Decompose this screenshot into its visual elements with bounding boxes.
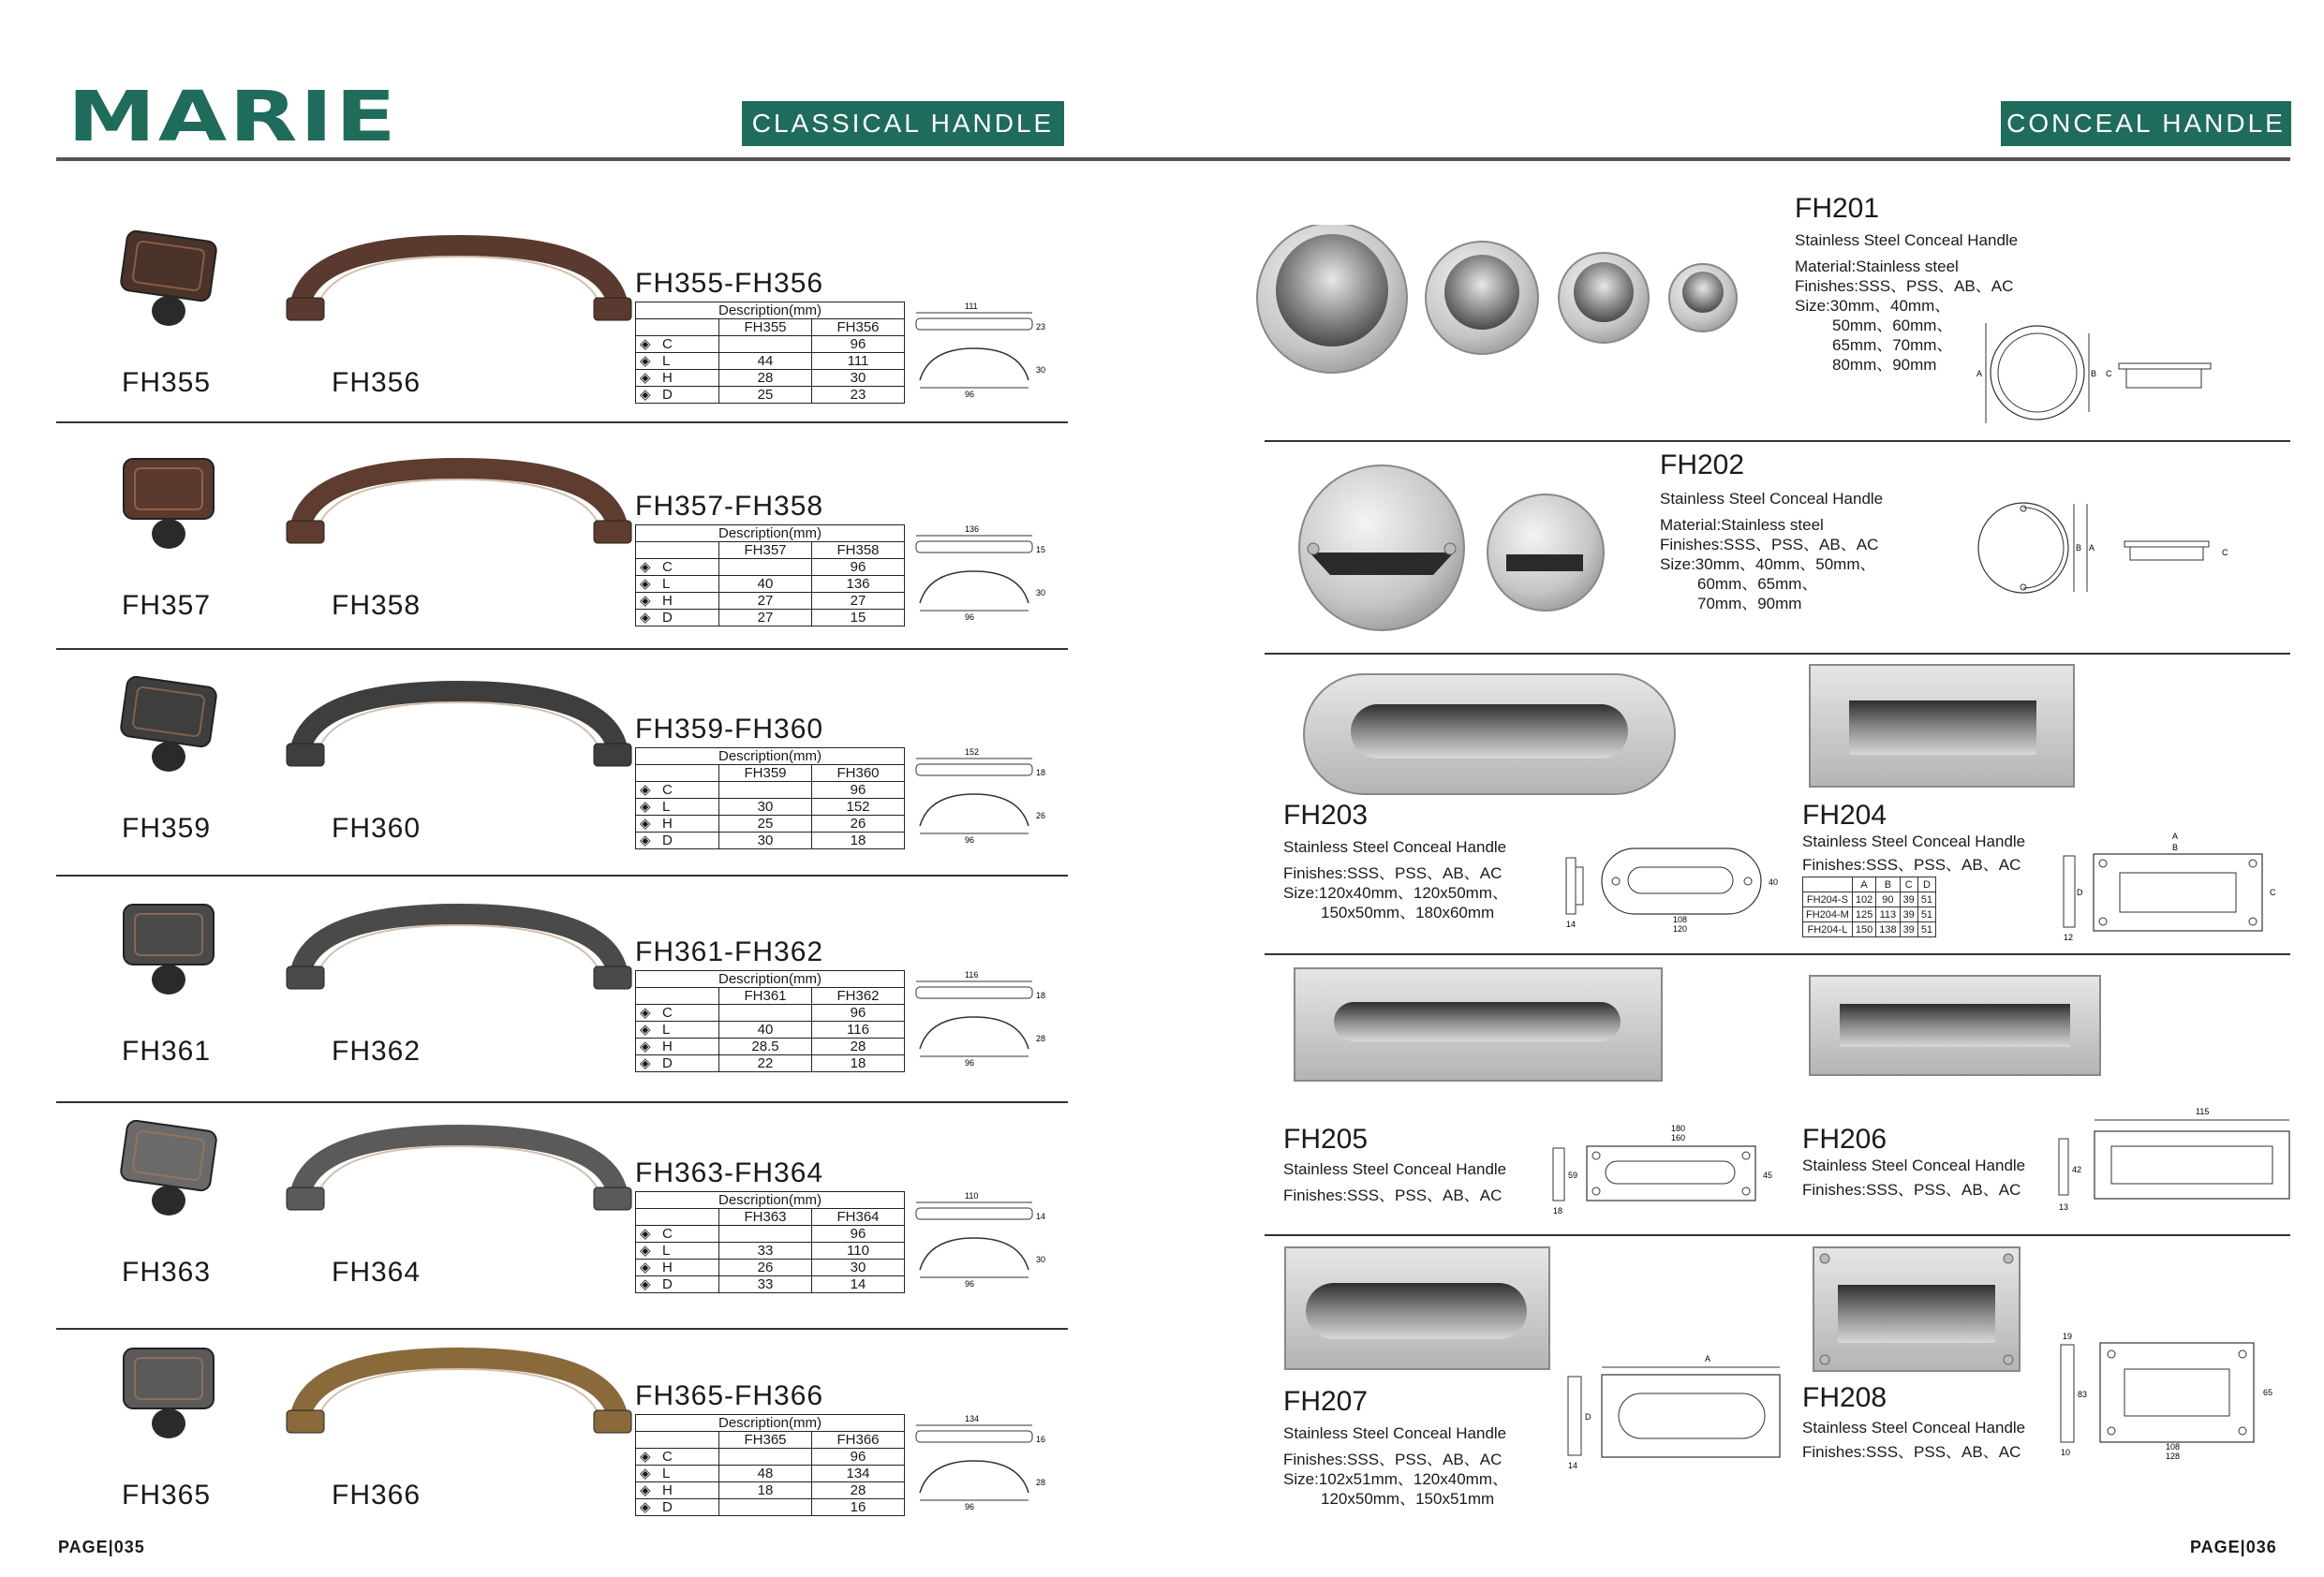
dim-top: 134 bbox=[965, 1414, 980, 1423]
spec-row-label: ◈ H bbox=[636, 816, 719, 833]
spec-pull-value: 111 bbox=[812, 353, 905, 370]
fh203-desc: Stainless Steel Conceal Handle bbox=[1283, 838, 1507, 856]
fh208-dim-108: 108 bbox=[2166, 1442, 2181, 1452]
fh204-name: FH204 bbox=[1802, 800, 1887, 831]
spec-pull-value: 136 bbox=[812, 576, 905, 593]
fh203-dim-40: 40 bbox=[1769, 877, 1779, 887]
fh204-table-cell: FH204-S bbox=[1803, 892, 1853, 907]
spec-pull-value: 27 bbox=[812, 593, 905, 610]
spec-knob-value bbox=[719, 336, 812, 353]
fh203-dim-108: 108 bbox=[1673, 915, 1688, 924]
page-number-left: PAGE|035 bbox=[58, 1538, 145, 1556]
spec-knob-value: 22 bbox=[719, 1055, 812, 1072]
spec-row-label: ◈ H bbox=[636, 593, 719, 610]
spec-knob-value: 18 bbox=[719, 1482, 812, 1499]
fh204-table-cell: 113 bbox=[1876, 907, 1900, 922]
dim-bottom: 96 bbox=[965, 835, 975, 845]
dim-bottom: 96 bbox=[965, 1279, 975, 1289]
fh207-block bbox=[1283, 1245, 1789, 1526]
spec-row-label: ◈ L bbox=[636, 576, 719, 593]
spec-row-label: ◈ D bbox=[636, 1276, 719, 1293]
divider-4 bbox=[1265, 1234, 2290, 1236]
knob-code: FH357 bbox=[122, 590, 212, 621]
spec-row-label: ◈ D bbox=[636, 387, 719, 404]
fh204-block bbox=[1802, 663, 2299, 949]
fh204-desc: Stainless Steel Conceal Handle bbox=[1802, 833, 2026, 850]
fh208-dim-128: 128 bbox=[2166, 1452, 2181, 1461]
fh204-table-cell: FH204-M bbox=[1803, 907, 1853, 922]
fh201-size-1: 50mm、60mm、 bbox=[1832, 317, 1953, 334]
knob-photo bbox=[103, 217, 234, 339]
fh207-size-0: Size:102x51mm、120x40mm、 bbox=[1283, 1470, 1508, 1488]
fh208-dim-65: 65 bbox=[2263, 1388, 2273, 1397]
spec-row-label: ◈ C bbox=[636, 782, 719, 799]
pull-code: FH358 bbox=[332, 590, 422, 621]
fh201-size-0: Size:30mm、40mm、 bbox=[1795, 297, 1951, 315]
fh202-photo bbox=[1293, 459, 1611, 637]
fh206-dim-42: 42 bbox=[2072, 1165, 2082, 1174]
fh201-dim-a: A bbox=[1976, 369, 1983, 378]
fh204-table-cell: FH204-L bbox=[1803, 922, 1853, 937]
dimension-drawing bbox=[910, 302, 1051, 405]
dim-side2: 30 bbox=[1036, 588, 1046, 597]
dim-side2: 26 bbox=[1036, 811, 1046, 820]
spec-knob-value bbox=[719, 1226, 812, 1243]
classical-divider bbox=[56, 875, 1068, 877]
spec-table bbox=[635, 524, 905, 626]
classical-row bbox=[56, 877, 1068, 1083]
dimension-drawing bbox=[910, 1414, 1051, 1517]
fh203-dim-120: 120 bbox=[1673, 924, 1688, 934]
fh204-table-cell: 39 bbox=[1900, 907, 1917, 922]
fh201-dim-c: C bbox=[2106, 369, 2112, 378]
pull-photo bbox=[281, 886, 637, 1008]
fh203-dim-14: 14 bbox=[1566, 920, 1576, 929]
fh204-finishes: Finishes:SSS、PSS、AB、AC bbox=[1802, 856, 2021, 874]
fh204-table-cell: 138 bbox=[1876, 922, 1900, 937]
spec-header: Description(mm) bbox=[636, 748, 905, 765]
fh206-name: FH206 bbox=[1802, 1124, 1887, 1155]
classical-handle-tag: CLASSICAL HANDLE bbox=[742, 101, 1064, 146]
spec-knob-code: FH357 bbox=[719, 542, 812, 559]
fh207-photo bbox=[1283, 1245, 1555, 1377]
fh202-finishes: Finishes:SSS、PSS、AB、AC bbox=[1660, 536, 1879, 553]
pull-code: FH360 bbox=[332, 813, 422, 844]
fh204-table-head bbox=[1803, 877, 1853, 892]
spec-pull-code: FH366 bbox=[812, 1432, 905, 1449]
fh205-dim-160: 160 bbox=[1671, 1133, 1686, 1142]
spec-knob-value: 33 bbox=[719, 1276, 812, 1293]
fh208-photo bbox=[1812, 1245, 2027, 1377]
pull-code: FH364 bbox=[332, 1257, 422, 1288]
fh204-table-cell: 150 bbox=[1852, 922, 1875, 937]
fh201-material: Material:Stainless steel bbox=[1795, 258, 1959, 275]
classical-row bbox=[56, 1320, 1068, 1526]
fh201-size-3: 80mm、90mm bbox=[1832, 356, 1937, 374]
fh208-name: FH208 bbox=[1802, 1382, 1887, 1413]
fh204-table-cell: 51 bbox=[1917, 892, 1935, 907]
spec-knob-value bbox=[719, 1005, 812, 1022]
fh205-block bbox=[1283, 965, 1789, 1231]
knob-code: FH361 bbox=[122, 1036, 212, 1067]
dim-top: 152 bbox=[965, 747, 980, 757]
conceal-handle-tag: CONCEAL HANDLE bbox=[2001, 101, 2291, 146]
fh203-size-0: Size:120x40mm、120x50mm、 bbox=[1283, 884, 1508, 902]
spec-knob-code: FH355 bbox=[719, 319, 812, 336]
fh205-drawing bbox=[1549, 1124, 1784, 1217]
fh208-dim-10: 10 bbox=[2061, 1448, 2071, 1457]
spec-pull-code: FH362 bbox=[812, 988, 905, 1005]
series-title: FH357-FH358 bbox=[635, 491, 824, 522]
fh202-size-0: Size:30mm、40mm、50mm、 bbox=[1660, 555, 1876, 573]
classical-row bbox=[56, 208, 1068, 414]
fh204-dim-d: D bbox=[2077, 888, 2083, 897]
classical-divider bbox=[56, 1101, 1068, 1103]
pull-photo bbox=[281, 217, 637, 339]
knob-photo bbox=[103, 1330, 234, 1452]
dim-side1: 23 bbox=[1036, 322, 1046, 332]
fh204-size-table bbox=[1802, 877, 1936, 937]
classical-divider bbox=[56, 1328, 1068, 1330]
spec-knob-value: 40 bbox=[719, 576, 812, 593]
spec-pull-value: 96 bbox=[812, 336, 905, 353]
divider-3 bbox=[1265, 953, 2290, 955]
fh207-dim-d: D bbox=[1585, 1412, 1591, 1422]
spec-knob-value: 25 bbox=[719, 387, 812, 404]
fh205-dim-59: 59 bbox=[1568, 1171, 1578, 1180]
fh208-dim-19: 19 bbox=[2063, 1332, 2073, 1341]
dim-side2: 30 bbox=[1036, 365, 1046, 375]
dim-bottom: 96 bbox=[965, 390, 975, 399]
fh204-table-cell: 39 bbox=[1900, 892, 1917, 907]
dimension-drawing bbox=[910, 524, 1051, 627]
spec-row-label: ◈ C bbox=[636, 559, 719, 576]
fh204-table-head: D bbox=[1917, 877, 1935, 892]
spec-knob-code: FH359 bbox=[719, 765, 812, 782]
fh201-photo bbox=[1255, 225, 1780, 375]
fh207-desc: Stainless Steel Conceal Handle bbox=[1283, 1424, 1507, 1442]
spec-pull-value: 23 bbox=[812, 387, 905, 404]
spec-row-label: ◈ D bbox=[636, 1499, 719, 1516]
spec-pull-value: 96 bbox=[812, 559, 905, 576]
series-title: FH363-FH364 bbox=[635, 1157, 824, 1188]
fh202-dim-a: A bbox=[2089, 543, 2095, 553]
spec-header: Description(mm) bbox=[636, 1415, 905, 1432]
spec-knob-value: 33 bbox=[719, 1243, 812, 1260]
fh203-drawing bbox=[1564, 841, 1789, 935]
spec-row-label: ◈ D bbox=[636, 833, 719, 849]
pull-code: FH356 bbox=[332, 367, 422, 398]
fh201-drawing bbox=[1976, 318, 2239, 431]
spec-table bbox=[635, 302, 905, 404]
fh204-table-cell: 39 bbox=[1900, 922, 1917, 937]
fh207-drawing bbox=[1564, 1349, 1789, 1470]
spec-row-label: ◈ L bbox=[636, 1022, 719, 1039]
spec-row-label: ◈ C bbox=[636, 1449, 719, 1466]
spec-knob-value: 28 bbox=[719, 370, 812, 387]
classical-divider bbox=[56, 421, 1068, 423]
spec-row-label: ◈ H bbox=[636, 1039, 719, 1055]
fh204-table-head: B bbox=[1876, 877, 1900, 892]
fh207-finishes: Finishes:SSS、PSS、AB、AC bbox=[1283, 1451, 1502, 1468]
fh204-table-head: C bbox=[1900, 877, 1917, 892]
fh206-finishes: Finishes:SSS、PSS、AB、AC bbox=[1802, 1181, 2021, 1199]
spec-row-label: ◈ H bbox=[636, 1482, 719, 1499]
fh208-dim-83: 83 bbox=[2078, 1390, 2088, 1399]
fh204-table-cell: 51 bbox=[1917, 907, 1935, 922]
spec-row-label: ◈ L bbox=[636, 1466, 719, 1482]
fh203-name: FH203 bbox=[1283, 800, 1369, 831]
spec-knob-value: 44 bbox=[719, 353, 812, 370]
spec-pull-code: FH358 bbox=[812, 542, 905, 559]
spec-pull-value: 134 bbox=[812, 1466, 905, 1482]
spec-knob-value: 27 bbox=[719, 610, 812, 626]
brand-logo: MARIE bbox=[67, 77, 399, 157]
fh206-block bbox=[1802, 965, 2299, 1231]
dim-top: 116 bbox=[965, 970, 979, 980]
fh201-size-2: 65mm、70mm、 bbox=[1832, 336, 1953, 354]
spec-row-label: ◈ D bbox=[636, 1055, 719, 1072]
fh201-dim-b: B bbox=[2091, 369, 2097, 378]
spec-pull-value: 15 bbox=[812, 610, 905, 626]
spec-row-label: ◈ C bbox=[636, 1226, 719, 1243]
fh204-drawing bbox=[2060, 832, 2285, 944]
spec-row-label: ◈ D bbox=[636, 610, 719, 626]
dim-side1: 18 bbox=[1036, 768, 1046, 777]
fh206-dim-13: 13 bbox=[2059, 1202, 2069, 1212]
series-title: FH359-FH360 bbox=[635, 714, 824, 744]
spec-knob-code: FH361 bbox=[719, 988, 812, 1005]
fh204-table-cell: 90 bbox=[1876, 892, 1900, 907]
dim-side2: 30 bbox=[1036, 1255, 1046, 1264]
fh208-block bbox=[1802, 1245, 2299, 1526]
fh207-dim-a: A bbox=[1705, 1354, 1711, 1363]
fh201-finishes: Finishes:SSS、PSS、AB、AC bbox=[1795, 277, 2014, 295]
spec-row-label: ◈ L bbox=[636, 1243, 719, 1260]
series-title: FH361-FH362 bbox=[635, 936, 824, 967]
dim-side2: 28 bbox=[1036, 1034, 1046, 1043]
spec-pull-code: FH356 bbox=[812, 319, 905, 336]
dim-side1: 16 bbox=[1036, 1435, 1046, 1444]
fh204-dim-12: 12 bbox=[2064, 933, 2074, 942]
fh202-dim-b: B bbox=[2076, 543, 2082, 553]
fh205-dim-45: 45 bbox=[1763, 1171, 1773, 1180]
spec-pull-value: 96 bbox=[812, 1005, 905, 1022]
fh204-dim-a: A bbox=[2172, 832, 2179, 841]
spec-row-label: ◈ H bbox=[636, 1260, 719, 1276]
spec-row-label: ◈ C bbox=[636, 336, 719, 353]
spec-pull-value: 28 bbox=[812, 1482, 905, 1499]
spec-knob-value: 25 bbox=[719, 816, 812, 833]
pull-photo bbox=[281, 440, 637, 562]
spec-pull-value: 18 bbox=[812, 833, 905, 849]
spec-table bbox=[635, 1191, 905, 1293]
dim-top: 111 bbox=[965, 302, 978, 311]
spec-row-label: ◈ C bbox=[636, 1005, 719, 1022]
fh206-photo bbox=[1808, 974, 2108, 1086]
dim-side2: 28 bbox=[1036, 1478, 1046, 1487]
knob-photo bbox=[103, 1107, 234, 1229]
spec-header: Description(mm) bbox=[636, 1192, 905, 1209]
spec-knob-value: 30 bbox=[719, 799, 812, 816]
divider-1 bbox=[1265, 440, 2290, 442]
spec-knob-value bbox=[719, 1449, 812, 1466]
fh205-name: FH205 bbox=[1283, 1124, 1369, 1155]
header-rule bbox=[56, 157, 2290, 161]
fh207-size-1: 120x50mm、150x51mm bbox=[1321, 1490, 1495, 1508]
fh203-photo bbox=[1283, 672, 1677, 803]
spec-row-label: ◈ L bbox=[636, 799, 719, 816]
spec-pull-value: 96 bbox=[812, 1449, 905, 1466]
spec-knob-value bbox=[719, 1499, 812, 1516]
spec-table bbox=[635, 970, 905, 1072]
spec-pull-value: 30 bbox=[812, 1260, 905, 1276]
spec-table bbox=[635, 747, 905, 849]
pull-code: FH366 bbox=[332, 1480, 422, 1511]
fh207-name: FH207 bbox=[1283, 1386, 1369, 1417]
dim-top: 110 bbox=[965, 1191, 979, 1201]
dim-bottom: 96 bbox=[965, 612, 975, 622]
fh205-desc: Stainless Steel Conceal Handle bbox=[1283, 1160, 1507, 1178]
spec-row-label: ◈ L bbox=[636, 353, 719, 370]
spec-pull-value: 18 bbox=[812, 1055, 905, 1072]
spec-row-label: ◈ H bbox=[636, 370, 719, 387]
spec-knob-value: 26 bbox=[719, 1260, 812, 1276]
classical-divider bbox=[56, 648, 1068, 650]
fh202-size-2: 70mm、90mm bbox=[1697, 595, 1802, 612]
fh202-desc: Stainless Steel Conceal Handle bbox=[1660, 490, 1884, 508]
classical-row bbox=[56, 431, 1068, 637]
spec-knob-value bbox=[719, 559, 812, 576]
spec-pull-value: 16 bbox=[812, 1499, 905, 1516]
fh206-desc: Stainless Steel Conceal Handle bbox=[1802, 1157, 2026, 1174]
spec-table bbox=[635, 1414, 905, 1516]
dim-side1: 18 bbox=[1036, 991, 1046, 1000]
spec-knob-value bbox=[719, 782, 812, 799]
spec-knob-code: FH363 bbox=[719, 1209, 812, 1226]
knob-code: FH363 bbox=[122, 1257, 212, 1288]
fh202-block bbox=[1293, 450, 2304, 651]
dimension-drawing bbox=[910, 747, 1051, 850]
spec-knob-value: 48 bbox=[719, 1466, 812, 1482]
pull-photo bbox=[281, 1330, 637, 1452]
knob-code: FH359 bbox=[122, 813, 212, 844]
fh202-dim-c: C bbox=[2222, 548, 2228, 557]
fh202-drawing bbox=[1976, 496, 2286, 599]
spec-header: Description(mm) bbox=[636, 525, 905, 542]
fh206-drawing bbox=[2055, 1105, 2294, 1217]
fh202-material: Material:Stainless steel bbox=[1660, 516, 1824, 534]
fh204-dim-c: C bbox=[2270, 888, 2276, 897]
spec-pull-code: FH364 bbox=[812, 1209, 905, 1226]
fh204-table-cell: 125 bbox=[1852, 907, 1875, 922]
spec-pull-value: 96 bbox=[812, 782, 905, 799]
dimension-drawing bbox=[910, 1191, 1051, 1294]
fh205-dim-180: 180 bbox=[1671, 1124, 1686, 1133]
fh204-photo bbox=[1808, 663, 2080, 794]
fh201-desc: Stainless Steel Conceal Handle bbox=[1795, 231, 2019, 249]
fh204-table-cell: 51 bbox=[1917, 922, 1935, 937]
fh204-table-head: A bbox=[1852, 877, 1875, 892]
series-title: FH365-FH366 bbox=[635, 1380, 824, 1411]
dim-bottom: 96 bbox=[965, 1502, 975, 1511]
knob-code: FH365 bbox=[122, 1480, 212, 1511]
spec-pull-value: 30 bbox=[812, 370, 905, 387]
spec-knob-value: 28.5 bbox=[719, 1039, 812, 1055]
spec-pull-value: 96 bbox=[812, 1226, 905, 1243]
knob-code: FH355 bbox=[122, 367, 212, 398]
fh204-dim-b: B bbox=[2172, 843, 2179, 852]
fh205-finishes: Finishes:SSS、PSS、AB、AC bbox=[1283, 1186, 1502, 1204]
spec-knob-value: 27 bbox=[719, 593, 812, 610]
fh205-photo bbox=[1293, 965, 1667, 1086]
spec-pull-value: 110 bbox=[812, 1243, 905, 1260]
fh203-finishes: Finishes:SSS、PSS、AB、AC bbox=[1283, 864, 1502, 882]
spec-pull-value: 26 bbox=[812, 816, 905, 833]
spec-pull-value: 14 bbox=[812, 1276, 905, 1293]
pull-photo bbox=[281, 663, 637, 785]
dimension-drawing bbox=[910, 970, 1051, 1073]
spec-pull-value: 28 bbox=[812, 1039, 905, 1055]
fh201-name: FH201 bbox=[1795, 193, 1880, 224]
knob-photo bbox=[103, 440, 234, 562]
spec-pull-code: FH360 bbox=[812, 765, 905, 782]
fh205-dim-18: 18 bbox=[1553, 1206, 1563, 1216]
spec-pull-value: 116 bbox=[812, 1022, 905, 1039]
pull-photo bbox=[281, 1107, 637, 1229]
spec-knob-value: 30 bbox=[719, 833, 812, 849]
spec-knob-code: FH365 bbox=[719, 1432, 812, 1449]
fh208-drawing bbox=[2055, 1330, 2289, 1461]
spec-pull-value: 152 bbox=[812, 799, 905, 816]
pull-code: FH362 bbox=[332, 1036, 422, 1067]
spec-knob-value: 40 bbox=[719, 1022, 812, 1039]
fh202-name: FH202 bbox=[1660, 450, 1745, 480]
dim-bottom: 96 bbox=[965, 1058, 975, 1068]
fh207-dim-14: 14 bbox=[1568, 1461, 1578, 1470]
fh204-table-cell: 102 bbox=[1852, 892, 1875, 907]
fh201-block bbox=[1255, 178, 2304, 440]
page-number-right: PAGE|036 bbox=[2190, 1538, 2277, 1556]
fh206-dim-115: 115 bbox=[2196, 1107, 2210, 1116]
spec-header: Description(mm) bbox=[636, 971, 905, 988]
classical-row bbox=[56, 1098, 1068, 1304]
dim-top: 136 bbox=[965, 524, 980, 534]
knob-photo bbox=[103, 886, 234, 1008]
series-title: FH355-FH356 bbox=[635, 268, 824, 299]
dim-side1: 14 bbox=[1036, 1212, 1046, 1221]
fh203-size-1: 150x50mm、180x60mm bbox=[1321, 904, 1495, 921]
divider-2 bbox=[1265, 653, 2290, 655]
dim-side1: 15 bbox=[1036, 545, 1046, 554]
classical-row bbox=[56, 654, 1068, 860]
knob-photo bbox=[103, 663, 234, 785]
fh208-desc: Stainless Steel Conceal Handle bbox=[1802, 1419, 2026, 1437]
fh208-finishes: Finishes:SSS、PSS、AB、AC bbox=[1802, 1443, 2021, 1461]
fh202-size-1: 60mm、65mm、 bbox=[1697, 575, 1818, 593]
spec-header: Description(mm) bbox=[636, 302, 905, 319]
fh203-block bbox=[1283, 663, 1789, 944]
